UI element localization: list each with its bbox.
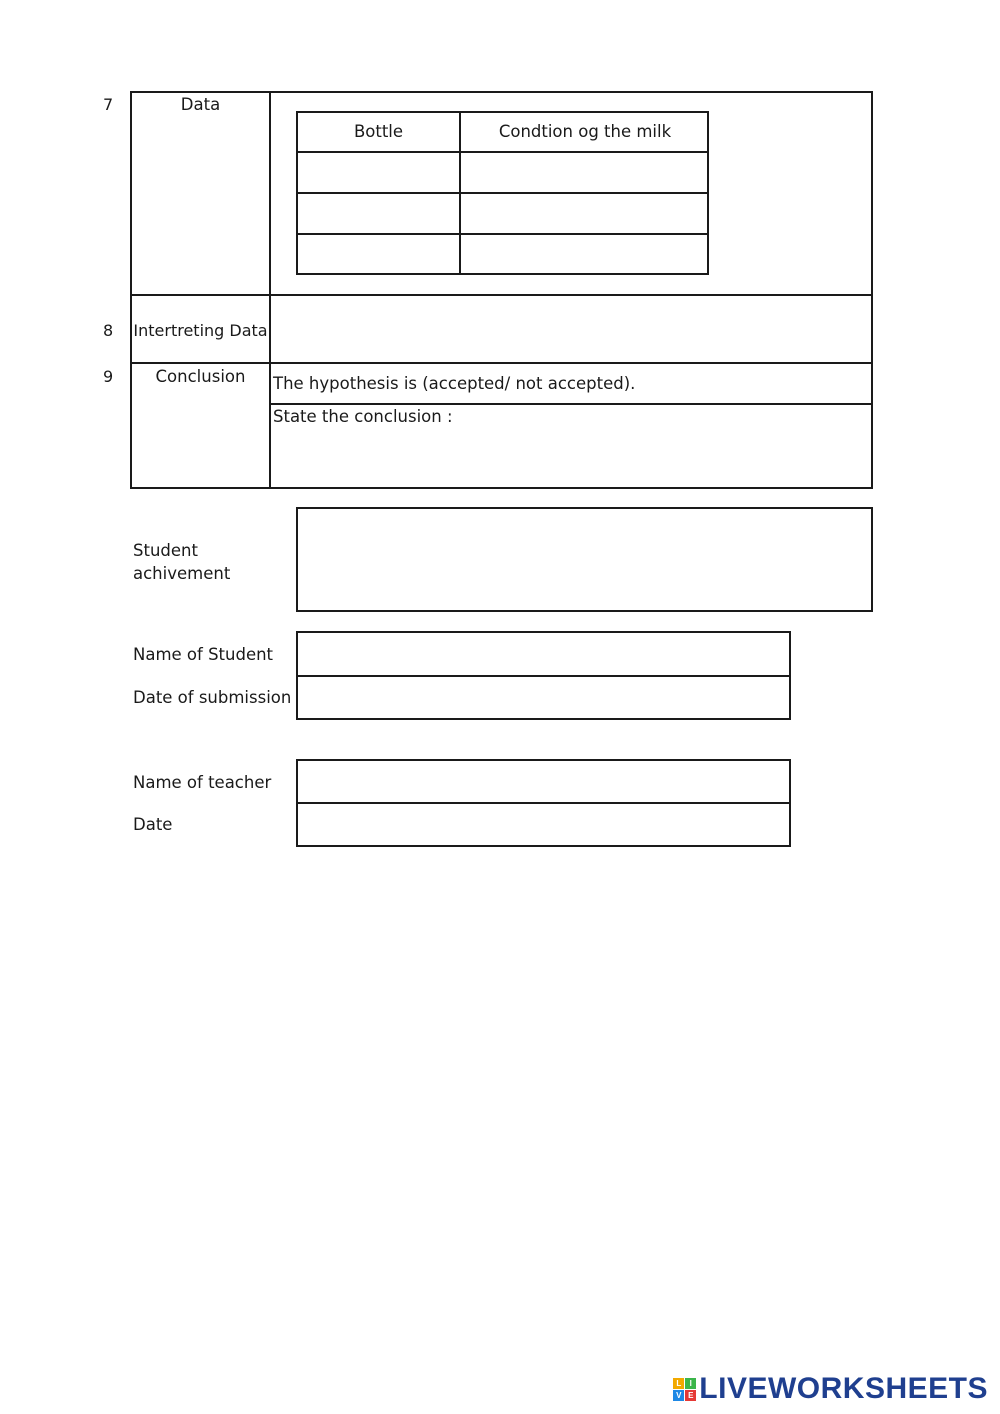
name-of-student-label: Name of Student (133, 645, 274, 664)
liveworksheets-logo-icon: L I V E (673, 1378, 696, 1401)
name-of-teacher-label: Name of teacher (133, 773, 272, 792)
date-input[interactable] (296, 802, 791, 847)
table-cell-bottle-3[interactable] (298, 235, 459, 273)
date-of-submission-label: Date of submission (133, 688, 292, 707)
table-cell-bottle-2[interactable] (298, 194, 459, 233)
table-cell-condition-1[interactable] (461, 153, 707, 192)
name-of-student-input[interactable] (296, 631, 791, 677)
row-number-9: 9 (103, 367, 114, 386)
date-of-submission-input[interactable] (296, 675, 791, 720)
table-cell-condition-3[interactable] (461, 235, 707, 273)
hypothesis-text: The hypothesis is (accepted/ not accepted). (273, 374, 636, 393)
student-achievement-label: Student achivement (133, 541, 231, 583)
date-label: Date (133, 815, 173, 834)
student-achievement-box[interactable] (296, 507, 873, 612)
header-bottle: Bottle (353, 122, 404, 141)
interpreting-data-answer-area[interactable] (271, 296, 871, 362)
header-condition-of-milk: Condtion og the milk (498, 122, 672, 141)
table-cell-condition-2[interactable] (461, 194, 707, 233)
table-cell-bottle-1[interactable] (298, 153, 459, 192)
row-number-8: 8 (103, 321, 114, 340)
conclusion-answer-area[interactable] (271, 430, 871, 487)
row-label-data: Data (180, 95, 221, 114)
row-label-interpreting-data: Intertreting Data (133, 321, 268, 340)
liveworksheets-logo (673, 1372, 988, 1406)
row-divider-8-9 (130, 362, 873, 364)
liveworksheets-logo-text: LIVEWORKSHEETS (699, 1372, 988, 1405)
row-number-7: 7 (103, 95, 114, 114)
state-conclusion-text: State the conclusion : (273, 407, 453, 426)
data-table (296, 111, 709, 275)
row-label-conclusion: Conclusion (155, 367, 246, 386)
name-of-teacher-input[interactable] (296, 759, 791, 804)
conclusion-divider (269, 403, 873, 405)
